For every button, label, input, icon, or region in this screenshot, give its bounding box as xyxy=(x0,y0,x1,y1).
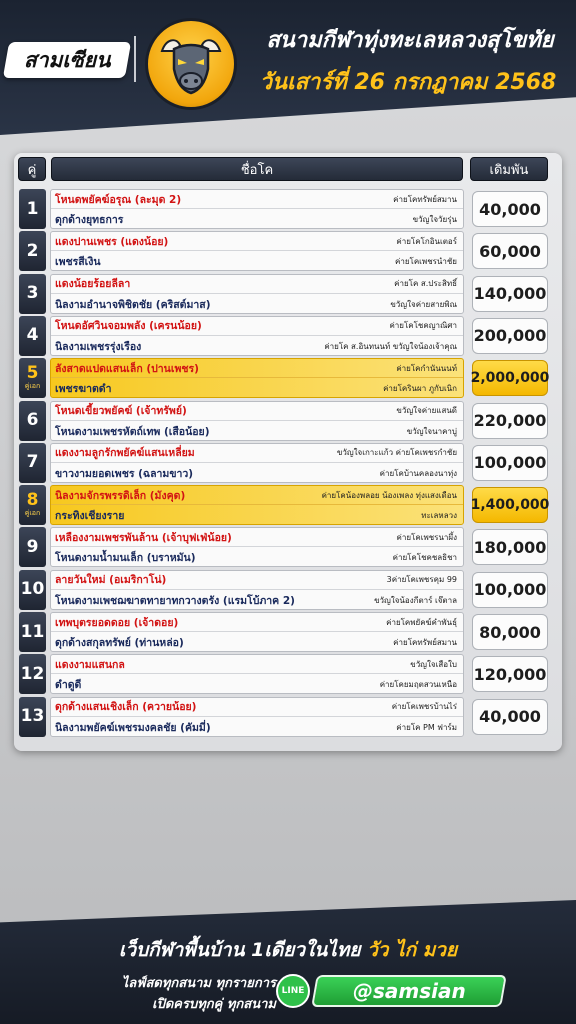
pair-number xyxy=(19,443,46,483)
footer-headline xyxy=(0,935,576,965)
matchup-cell xyxy=(50,570,464,610)
pair-number-value: 11 xyxy=(20,621,45,642)
brand-name: สามเซียน xyxy=(23,47,111,72)
fighter-b-line xyxy=(51,252,463,271)
matchup-cell xyxy=(50,316,464,356)
fighter-b-line xyxy=(51,675,463,694)
fighter-a-line xyxy=(51,698,463,717)
fighter-a-camp: ค่ายโคทรัพย์สมาน xyxy=(393,194,457,204)
fighter-a-line xyxy=(51,486,463,505)
fighter-a-name: แดงปานเพชร (แดงน้อย) xyxy=(55,235,169,248)
fighter-b-camp: ค่ายโค PM ฟาร์ม xyxy=(396,722,457,732)
fighter-a-name: เทพบุตรยอดดอย (เจ้าดอย) xyxy=(55,616,179,629)
footer-headline-text: เว็บกีฬาพื้นบ้าน 1เดียวในไทย xyxy=(118,939,361,961)
matchup-cell xyxy=(50,527,464,567)
table-row xyxy=(14,316,562,356)
pair-number xyxy=(19,274,46,314)
bet-amount: 40,000 xyxy=(472,191,548,227)
bet-amount: 60,000 xyxy=(472,233,548,269)
matchup-cell xyxy=(50,697,464,737)
fighter-a-camp: ขวัญใจค่ายแสนดี xyxy=(396,406,457,415)
table-header xyxy=(14,153,562,185)
fighter-a-camp: ค่ายโคกำนันนนท์ xyxy=(396,363,457,373)
fighter-a-name: โหนดเขี้ยวพยัคฆ์ (เจ้าทรัพย์) xyxy=(55,405,187,417)
pair-number-value: 6 xyxy=(26,410,39,430)
fighter-a-camp: ค่ายโคน้องพลอย น้องเพลง ทุ่งแสงเดือน xyxy=(321,490,457,500)
fighter-a-camp: ค่ายโคโชคญาณิศา xyxy=(389,321,457,331)
fighter-a-name: โหนดพยัคฆ์อรุณ (ละมุด 2) xyxy=(55,193,182,206)
fighter-b-camp: ขวัญใจค่ายสายพิณ xyxy=(390,299,457,309)
line-app-icon[interactable]: LINE xyxy=(276,974,310,1008)
fighter-a-line xyxy=(51,528,463,547)
matchup-cell xyxy=(50,654,464,694)
stadium-title: สนามกีฬาทุ่งทะเลหลวงสุโขทัย xyxy=(266,28,554,53)
pair-number xyxy=(19,485,46,525)
matchup-cell xyxy=(50,612,464,652)
fighter-a-name: แดงงามลูกรักพยัคฆ์แสนเหลี่ยม xyxy=(55,447,195,460)
fighter-b-line xyxy=(51,422,463,441)
fighter-a-name: ดุกด้างแสนเชิงเล็ก (ควายน้อย) xyxy=(55,701,197,714)
fighter-b-name: กระทิงเชียงราย xyxy=(55,510,125,523)
fighter-a-camp: ค่ายโคโกอินเตอร์ xyxy=(396,236,457,246)
table-row xyxy=(14,189,562,229)
fighter-a-name: แดงน้อยร้อยลีลา xyxy=(55,278,131,291)
fighter-b-name: นิลงามอำนาจพิชิตชัย (คริสต์มาส) xyxy=(55,298,211,311)
table-row xyxy=(14,612,562,652)
fighter-a-line xyxy=(51,359,463,378)
fighter-a-camp: ขวัญใจเกาะแก้ว ค่ายโคเพชรกำชัย xyxy=(336,448,457,458)
fighter-b-camp: ค่ายโคบ้านคลองนาทุ่ง xyxy=(379,468,457,478)
pair-number-value: 5 xyxy=(26,363,39,384)
fighter-b-name: โหนดงามเพชฌฆาตทายาทกวางตรัง (แรมโบ้ภาค 2) xyxy=(55,594,295,607)
pair-number xyxy=(19,570,46,610)
pair-number-value: 7 xyxy=(26,452,39,473)
fighter-a-name: เหลืองงามเพชรพันล้าน (เจ้าบุฟเฟ่น้อย) xyxy=(55,531,232,544)
table-row xyxy=(14,485,562,525)
pair-number-value: 2 xyxy=(26,240,39,261)
matchup-cell xyxy=(50,443,464,483)
footer-subtext-2: เปิดครบทุกคู่ ทุกสนาม xyxy=(152,997,276,1012)
fighter-a-name: ลังสาดแปดแสนเล็ก (ปานเพชร) xyxy=(55,362,199,375)
pair-number xyxy=(19,231,46,271)
header-bet: เดิมพัน xyxy=(470,157,548,181)
fighter-a-line xyxy=(51,613,463,632)
fighter-b-name: โหนดงามเพชรหัตถ์เทพ (เสือน้อย) xyxy=(55,425,210,438)
main-pair-label: คู่เอก xyxy=(24,382,41,391)
fighter-a-name: นิลงามจักรพรรดิเล็ก (มังคุด) xyxy=(55,489,186,502)
line-id-text: @samsian xyxy=(352,979,466,1003)
fighter-b-camp: ค่ายโคทรัพย์สมาน xyxy=(393,638,457,647)
pair-number xyxy=(19,189,46,229)
matchup-cell xyxy=(50,401,464,441)
fighter-a-camp: ค่ายโค ส.ประสิทธิ์ xyxy=(394,279,457,289)
table-row xyxy=(14,697,562,737)
fighter-b-camp: ขวัญใจนาคาบู่ xyxy=(406,426,457,436)
line-id-button[interactable] xyxy=(311,975,507,1007)
bull-logo-icon xyxy=(145,18,237,110)
pair-number xyxy=(19,401,46,441)
bet-amount: 80,000 xyxy=(472,614,548,650)
fighter-a-line xyxy=(51,232,463,251)
fighter-b-name: ดุกด้างยุทธการ xyxy=(55,214,124,226)
fighter-b-line xyxy=(51,295,463,314)
fighter-a-camp: ค่ายโคพยัคฆ์คำพันธุ์ xyxy=(386,617,457,627)
fighter-b-line xyxy=(51,591,463,610)
fighter-a-name: แดงงามแสนกล xyxy=(55,658,125,671)
fighter-a-line xyxy=(51,402,463,421)
fighter-b-camp: ค่ายโคเพชรนำชัย xyxy=(395,257,457,267)
fighter-b-name: เพชรฆาตดำ xyxy=(55,383,112,396)
main-pair-label: คู่เอก xyxy=(24,509,41,518)
fighter-b-name: โหนดงามน้ำมนเล็ก (บราหมัน) xyxy=(55,552,196,565)
fighter-a-line xyxy=(51,190,463,209)
bet-amount: 180,000 xyxy=(472,529,548,565)
pair-number xyxy=(19,654,46,694)
matchup-cell xyxy=(50,231,464,271)
table-row xyxy=(14,401,562,441)
fighter-b-name: นิลงามพยัคฆ์เพชรมงคลชัย (คัมมี่) xyxy=(55,721,211,734)
fighter-b-camp: ค่ายโคโชคชลธิชา xyxy=(392,553,457,563)
bet-amount: 1,400,000 xyxy=(472,487,548,523)
fighter-a-line xyxy=(51,275,463,294)
fighter-b-camp: ขวัญใจวัยรุ่น xyxy=(412,215,457,224)
fighter-b-camp: ทะเลหลวง xyxy=(421,511,457,521)
fighter-b-name: ขาวงามยอดเพชร (ฉลามขาว) xyxy=(55,467,194,480)
fighter-a-camp: ค่ายโคเพชรนาผึ้ง xyxy=(396,532,457,542)
event-date: วันเสาร์ที่ 26 กรกฎาคม 2568 xyxy=(259,70,557,95)
fighter-a-camp: ค่ายโคเพชรบ้านไร่ xyxy=(391,702,457,712)
bet-amount: 100,000 xyxy=(472,445,548,481)
footer-subtext-1: ไลฟ์สดทุกสนาม ทุกรายการ xyxy=(121,976,276,991)
header-pair: คู่ xyxy=(18,157,46,181)
brand-divider xyxy=(134,36,136,82)
pair-number-value: 3 xyxy=(26,283,39,304)
table-row xyxy=(14,231,562,271)
fighter-a-name: โหนดอัศวินจอมพลัง (เครนน้อย) xyxy=(55,320,202,333)
matchup-cell xyxy=(50,274,464,314)
footer-headline-highlight: วัว ไก่ มวย xyxy=(367,939,458,961)
pair-number-value: 12 xyxy=(20,663,45,684)
pair-number xyxy=(19,358,46,398)
fighter-b-line xyxy=(51,379,463,398)
pair-number-value: 8 xyxy=(26,490,39,511)
fighter-a-line xyxy=(51,444,463,463)
fighter-a-line xyxy=(51,655,463,674)
matchup-cell xyxy=(50,358,464,398)
fighter-b-line xyxy=(51,633,463,652)
bet-amount: 140,000 xyxy=(472,276,548,312)
pair-number-value: 13 xyxy=(20,706,45,727)
fighter-b-line xyxy=(51,464,463,483)
fighter-b-name: นิลงามเพชรรุ่งเรือง xyxy=(55,340,142,353)
table-row xyxy=(14,358,562,398)
pair-number xyxy=(19,697,46,737)
bet-amount: 40,000 xyxy=(472,699,548,735)
pair-number-value: 1 xyxy=(26,198,39,219)
matchup-cell xyxy=(50,485,464,525)
bet-amount: 220,000 xyxy=(472,403,548,439)
fighter-a-line xyxy=(51,571,463,590)
pair-number xyxy=(19,316,46,356)
table-row xyxy=(14,654,562,694)
pair-number-value: 4 xyxy=(26,325,39,346)
fighter-b-name: ดำดูดี xyxy=(55,679,82,692)
table-row xyxy=(14,527,562,567)
fighter-a-camp: 3ค่ายโคเพชรคุม 99 xyxy=(386,575,457,585)
fighter-b-camp: ขวัญใจน้องกีตาร์ เจ๊ตาล xyxy=(374,595,457,605)
brand-logo xyxy=(3,42,131,78)
matchup-cell xyxy=(50,189,464,229)
bet-amount: 100,000 xyxy=(472,572,548,608)
fighter-a-name: ลายวันใหม่ (อเมริกาโน่) xyxy=(55,574,167,587)
fighter-b-name: เพชรสีเงิน xyxy=(55,256,101,269)
pair-number-value: 10 xyxy=(20,579,45,600)
table-row xyxy=(14,570,562,610)
table-row xyxy=(14,443,562,483)
fighter-b-line xyxy=(51,506,463,525)
header-name: ชื่อโค xyxy=(51,157,463,181)
fighter-a-camp: ขวัญใจเสือใบ xyxy=(410,659,457,669)
pair-number-value: 9 xyxy=(26,536,39,557)
fight-card-table xyxy=(14,153,562,751)
fighter-b-line xyxy=(51,718,463,737)
pair-number xyxy=(19,527,46,567)
fighter-b-line xyxy=(51,337,463,356)
fighter-a-line xyxy=(51,317,463,336)
pair-number xyxy=(19,612,46,652)
fighter-b-name: ดุกด้างสกุลทรัพย์ (ท่านหล่อ) xyxy=(55,637,184,649)
bet-amount: 120,000 xyxy=(472,656,548,692)
fighter-b-camp: ค่ายโครินผา ภูกับเนิก xyxy=(383,384,457,394)
fighter-b-camp: ค่ายโค ส.อินทนนท์ ขวัญใจน้องเจ้าคุณ xyxy=(324,341,457,351)
bet-amount: 200,000 xyxy=(472,318,548,354)
fighter-b-line xyxy=(51,548,463,567)
bet-amount: 2,000,000 xyxy=(472,360,548,396)
fighter-b-camp: ค่ายโคยมฤตสวนเหนือ xyxy=(379,680,457,690)
fighter-b-line xyxy=(51,210,463,229)
table-row xyxy=(14,274,562,314)
